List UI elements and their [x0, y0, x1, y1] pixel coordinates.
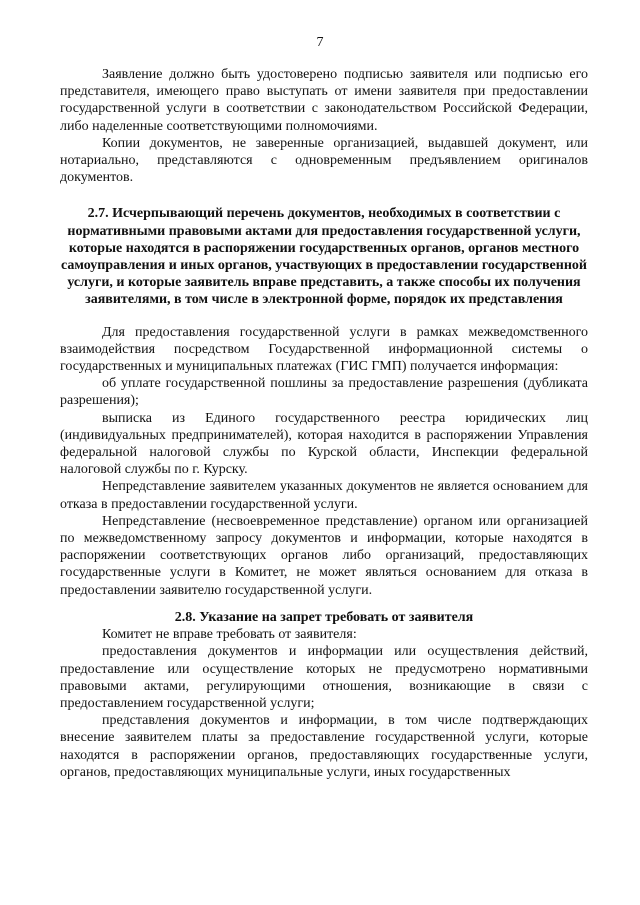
page-content [60, 66, 588, 781]
paragraph-payment-documents: представления документов и информации, в том числе подтверждающих внесение заявителем платы за предоставление государственной услуги, которые находятся в распоряжении органов, предоставляющих государственные услуги, органов, предоставляющих муниципальные услуги, иных государственных [60, 713, 588, 780]
paragraph-copies-notarized: Копии документов, не заверенные организацией, выдавшей документ, или нотариально, представляются с одновременным предъявлением оригиналов документов. [60, 135, 588, 186]
paragraph-state-fee: об уплате государственной пошлины за предоставление разрешения (дубликата разрешения); [60, 376, 588, 409]
paragraph-interagency-info: Для предоставления государственной услуги в рамках межведомственного взаимодействия посредством Государственной информационной системы о государственных и муниципальных платежах (ГИС ГМП) получается информация: [60, 324, 588, 375]
paragraph-committee-not-entitled: Комитет не вправе требовать от заявителя: [102, 627, 357, 643]
section-heading-2-7: 2.7. Исчерпывающий перечень документов, необходимых в соответствии с нормативными правовыми актами для предоставления государственной услуги, которые находятся в распоряжении государственных органов, органов местного самоуправления и иных органов, участвующих в предоставлении государственной услуги, и которые заявитель вправе представить, а также способы их получения заявителями, в том числе в электронной форме, порядок их представления [61, 206, 587, 308]
section-heading-2-8: 2.8. Указание на запрет требовать от заявителя [174, 609, 474, 625]
paragraph-nonsubmission-applicant: Непредставление заявителем указанных документов не является основанием для отказа в предоставлении государственной услуги. [60, 479, 588, 512]
paragraph-signature-requirement: Заявление должно быть удостоверено подписью заявителя или подписью его представителя, имеющего право выступать от имени заявителя при предоставлении государственной услуги в соответствии с законодательством Российской Федерации, либо наделенные соответствующими полномочиями. [60, 67, 588, 134]
paragraph-documents-not-required: предоставления документов и информации или осуществления действий, предоставление или осуществление которых не предусмотрено нормативными правовыми актами, регулирующими отношения, возникающие в связи с предоставлением государственной услуги; [60, 644, 588, 711]
paragraph-nonsubmission-organ: Непредставление (несвоевременное представление) органом или организацией по межведомственному запросу документов и информации, которые находятся в распоряжении соответствующих органов либо организаций, предоставляющих государственные услуги в Комитет, не может являться основанием для отказа в предоставлении заявителю государственной услуги. [60, 513, 588, 598]
paragraph-registry-extract: выписка из Единого государственного реестра юридических лиц (индивидуальных предпринимателей), которая находится в распоряжении Управления федеральной налоговой службы по Курской области, Инспекции федеральной налоговой службы по г. Курску. [60, 410, 588, 478]
page-number: 7 [316, 35, 324, 50]
